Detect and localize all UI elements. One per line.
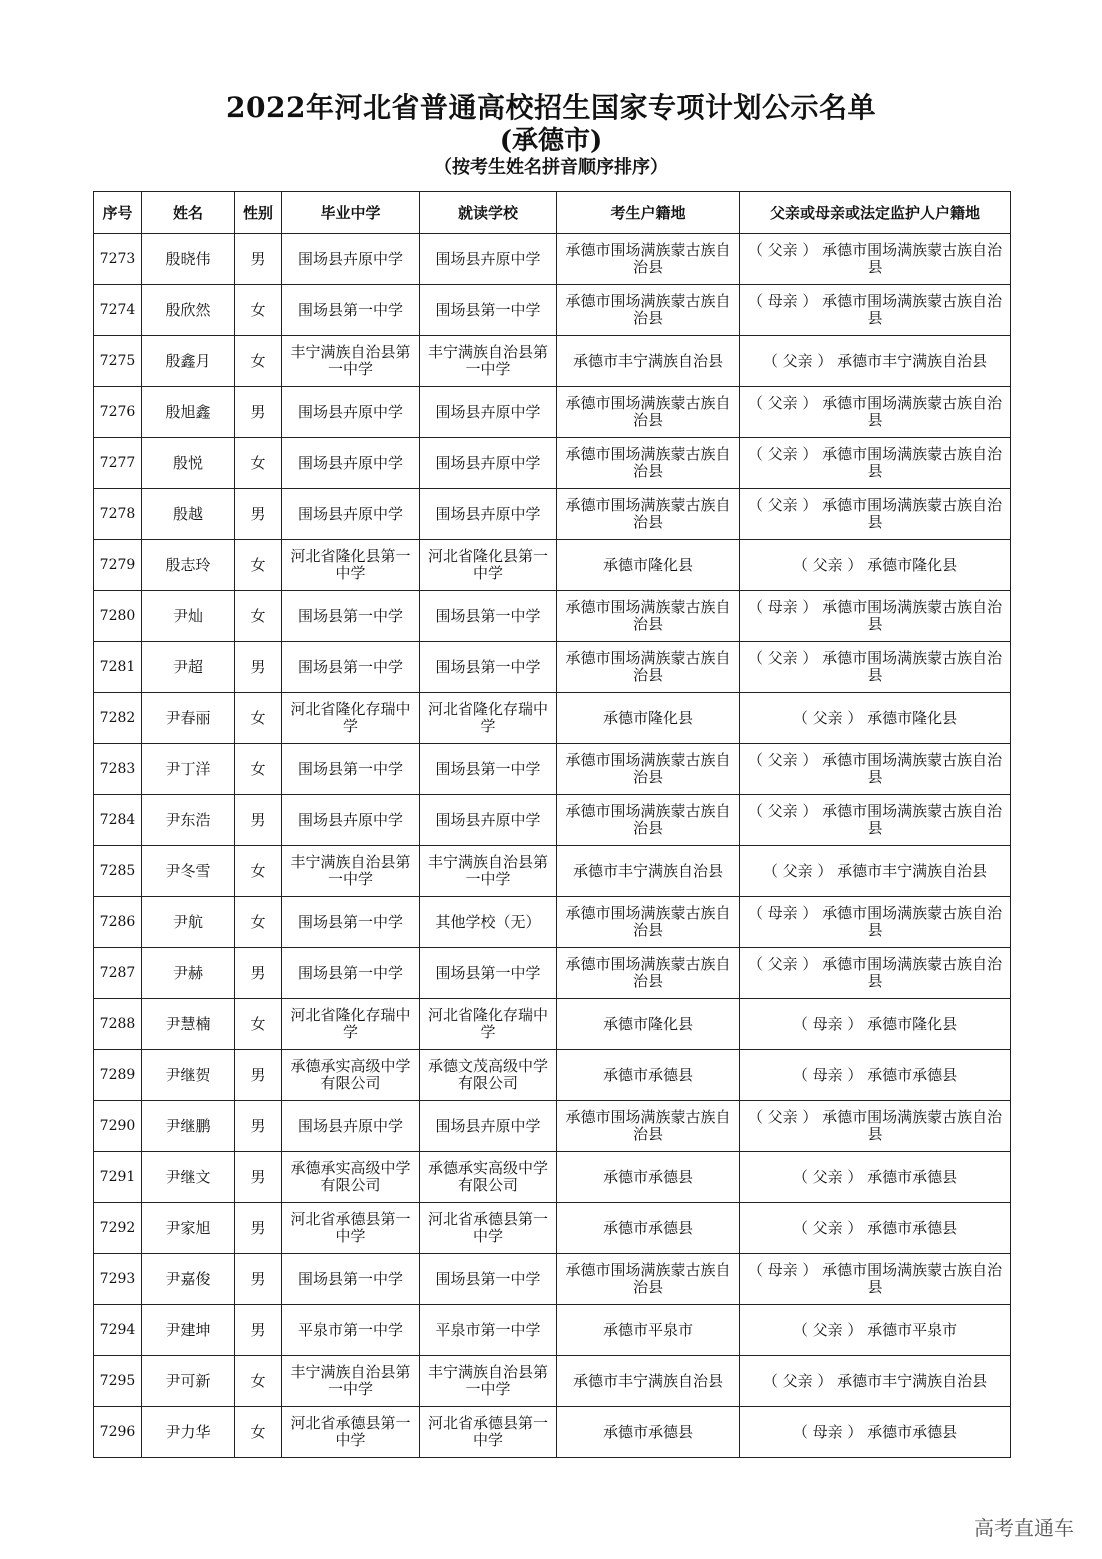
seq-cell: 7287 — [94, 948, 142, 999]
seq-cell: 7274 — [94, 285, 142, 336]
name-cell: 尹嘉俊 — [142, 1254, 235, 1305]
name-cell: 尹慧楠 — [142, 999, 235, 1050]
guardian-domicile-cell: （ 父亲 ） 承德市平泉市 — [740, 1305, 1011, 1356]
graduated-school-cell: 承德承实高级中学有限公司 — [282, 1152, 420, 1203]
student-domicile-cell: 承德市隆化县 — [557, 540, 740, 591]
name-cell: 尹建坤 — [142, 1305, 235, 1356]
current-school-cell: 围场县第一中学 — [420, 642, 557, 693]
gender-cell: 女 — [235, 1356, 282, 1407]
current-school-cell: 围场县第一中学 — [420, 1254, 557, 1305]
table-row — [94, 744, 1011, 795]
table-row — [94, 336, 1011, 387]
guardian-domicile-cell: （ 母亲 ） 承德市围场满族蒙古族自治县 — [740, 591, 1011, 642]
gender-cell: 男 — [235, 1254, 282, 1305]
guardian-domicile-cell: （ 父亲 ） 承德市围场满族蒙古族自治县 — [740, 234, 1011, 285]
gender-cell: 男 — [235, 642, 282, 693]
name-cell: 殷悦 — [142, 438, 235, 489]
seq-cell: 7292 — [94, 1203, 142, 1254]
table-row — [94, 948, 1011, 999]
guardian-domicile-cell: （ 父亲 ） 承德市隆化县 — [740, 540, 1011, 591]
gender-cell: 男 — [235, 795, 282, 846]
name-cell: 尹家旭 — [142, 1203, 235, 1254]
current-school-cell: 围场县第一中学 — [420, 744, 557, 795]
name-cell: 尹超 — [142, 642, 235, 693]
guardian-domicile-cell: （ 父亲 ） 承德市围场满族蒙古族自治县 — [740, 489, 1011, 540]
graduated-school-cell: 河北省承德县第一中学 — [282, 1203, 420, 1254]
student-domicile-cell: 承德市围场满族蒙古族自治县 — [557, 234, 740, 285]
student-domicile-cell: 承德市围场满族蒙古族自治县 — [557, 1101, 740, 1152]
gender-cell: 女 — [235, 1407, 282, 1458]
current-school-cell: 丰宁满族自治县第一中学 — [420, 336, 557, 387]
seq-cell: 7282 — [94, 693, 142, 744]
current-school-cell: 河北省承德县第一中学 — [420, 1203, 557, 1254]
student-domicile-cell: 承德市围场满族蒙古族自治县 — [557, 795, 740, 846]
current-school-cell: 围场县卉原中学 — [420, 1101, 557, 1152]
seq-cell: 7288 — [94, 999, 142, 1050]
seq-cell: 7293 — [94, 1254, 142, 1305]
student-domicile-cell: 承德市隆化县 — [557, 999, 740, 1050]
graduated-school-cell: 围场县第一中学 — [282, 948, 420, 999]
student-domicile-cell: 承德市围场满族蒙古族自治县 — [557, 591, 740, 642]
student-domicile-cell: 承德市围场满族蒙古族自治县 — [557, 438, 740, 489]
table-row — [94, 642, 1011, 693]
seq-cell: 7273 — [94, 234, 142, 285]
table-row — [94, 540, 1011, 591]
seq-cell: 7275 — [94, 336, 142, 387]
seq-cell: 7290 — [94, 1101, 142, 1152]
current-school-cell: 河北省隆化存瑞中学 — [420, 999, 557, 1050]
graduated-school-cell: 丰宁满族自治县第一中学 — [282, 846, 420, 897]
table-row — [94, 387, 1011, 438]
seq-cell: 7281 — [94, 642, 142, 693]
gender-cell: 男 — [235, 387, 282, 438]
table-row — [94, 1050, 1011, 1101]
gender-cell: 女 — [235, 591, 282, 642]
current-school-cell: 丰宁满族自治县第一中学 — [420, 1356, 557, 1407]
header-name: 姓名 — [142, 192, 235, 234]
gender-cell: 男 — [235, 1305, 282, 1356]
name-cell: 殷晓伟 — [142, 234, 235, 285]
guardian-domicile-cell: （ 父亲 ） 承德市围场满族蒙古族自治县 — [740, 948, 1011, 999]
student-domicile-cell: 承德市承德县 — [557, 1203, 740, 1254]
current-school-cell: 围场县第一中学 — [420, 948, 557, 999]
seq-cell: 7280 — [94, 591, 142, 642]
table-row — [94, 1203, 1011, 1254]
table-row — [94, 693, 1011, 744]
student-domicile-cell: 承德市承德县 — [557, 1152, 740, 1203]
graduated-school-cell: 围场县第一中学 — [282, 897, 420, 948]
name-cell: 尹冬雪 — [142, 846, 235, 897]
graduated-school-cell: 围场县卉原中学 — [282, 1101, 420, 1152]
graduated-school-cell: 围场县第一中学 — [282, 642, 420, 693]
table-header-row — [94, 192, 1011, 234]
table-row — [94, 438, 1011, 489]
guardian-domicile-cell: （ 父亲 ） 承德市承德县 — [740, 1203, 1011, 1254]
student-domicile-cell: 承德市平泉市 — [557, 1305, 740, 1356]
gender-cell: 女 — [235, 336, 282, 387]
student-domicile-cell: 承德市围场满族蒙古族自治县 — [557, 387, 740, 438]
guardian-domicile-cell: （ 母亲 ） 承德市承德县 — [740, 1050, 1011, 1101]
graduated-school-cell: 围场县第一中学 — [282, 1254, 420, 1305]
table-row — [94, 1152, 1011, 1203]
table-row — [94, 1305, 1011, 1356]
document-title: 2022年河北省普通高校招生国家专项计划公示名单 — [226, 91, 876, 124]
gender-cell: 男 — [235, 1203, 282, 1254]
name-cell: 尹灿 — [142, 591, 235, 642]
seq-cell: 7284 — [94, 795, 142, 846]
gender-cell: 女 — [235, 999, 282, 1050]
gender-cell: 女 — [235, 285, 282, 336]
graduated-school-cell: 围场县卉原中学 — [282, 438, 420, 489]
header-graduated-school: 毕业中学 — [282, 192, 420, 234]
header-guardian-domicile: 父亲或母亲或法定监护人户籍地 — [740, 192, 1011, 234]
table-row — [94, 1407, 1011, 1458]
student-domicile-cell: 承德市丰宁满族自治县 — [557, 336, 740, 387]
guardian-domicile-cell: （ 父亲 ） 承德市丰宁满族自治县 — [740, 1356, 1011, 1407]
gender-cell: 女 — [235, 897, 282, 948]
current-school-cell: 围场县第一中学 — [420, 591, 557, 642]
header-student-domicile: 考生户籍地 — [557, 192, 740, 234]
student-domicile-cell: 承德市隆化县 — [557, 693, 740, 744]
header-seq: 序号 — [94, 192, 142, 234]
graduated-school-cell: 围场县第一中学 — [282, 744, 420, 795]
name-cell: 殷旭鑫 — [142, 387, 235, 438]
current-school-cell: 承德文茂高级中学有限公司 — [420, 1050, 557, 1101]
table-row — [94, 285, 1011, 336]
current-school-cell: 围场县卉原中学 — [420, 489, 557, 540]
gender-cell: 女 — [235, 540, 282, 591]
guardian-domicile-cell: （ 父亲 ） 承德市丰宁满族自治县 — [740, 846, 1011, 897]
student-domicile-cell: 承德市承德县 — [557, 1050, 740, 1101]
current-school-cell: 丰宁满族自治县第一中学 — [420, 846, 557, 897]
table-row — [94, 1356, 1011, 1407]
guardian-domicile-cell: （ 父亲 ） 承德市承德县 — [740, 1152, 1011, 1203]
seq-cell: 7278 — [94, 489, 142, 540]
graduated-school-cell: 河北省隆化存瑞中学 — [282, 693, 420, 744]
seq-cell: 7279 — [94, 540, 142, 591]
guardian-domicile-cell: （ 母亲 ） 承德市围场满族蒙古族自治县 — [740, 1254, 1011, 1305]
current-school-cell: 河北省隆化县第一中学 — [420, 540, 557, 591]
document-subtitle: (承德市) — [499, 126, 603, 156]
guardian-domicile-cell: （ 父亲 ） 承德市围场满族蒙古族自治县 — [740, 795, 1011, 846]
current-school-cell: 承德承实高级中学有限公司 — [420, 1152, 557, 1203]
gender-cell: 女 — [235, 846, 282, 897]
student-domicile-cell: 承德市丰宁满族自治县 — [557, 846, 740, 897]
table-body — [94, 234, 1011, 1458]
roster-table — [93, 191, 1011, 1458]
current-school-cell: 河北省隆化存瑞中学 — [420, 693, 557, 744]
gender-cell: 女 — [235, 744, 282, 795]
student-domicile-cell: 承德市围场满族蒙古族自治县 — [557, 948, 740, 999]
name-cell: 尹赫 — [142, 948, 235, 999]
gender-cell: 男 — [235, 1152, 282, 1203]
table-row — [94, 1101, 1011, 1152]
graduated-school-cell: 围场县卉原中学 — [282, 795, 420, 846]
guardian-domicile-cell: （ 父亲 ） 承德市围场满族蒙古族自治县 — [740, 642, 1011, 693]
name-cell: 殷志玲 — [142, 540, 235, 591]
guardian-domicile-cell: （ 父亲 ） 承德市围场满族蒙古族自治县 — [740, 1101, 1011, 1152]
seq-cell: 7286 — [94, 897, 142, 948]
student-domicile-cell: 承德市围场满族蒙古族自治县 — [557, 744, 740, 795]
seq-cell: 7283 — [94, 744, 142, 795]
graduated-school-cell: 围场县卉原中学 — [282, 387, 420, 438]
seq-cell: 7291 — [94, 1152, 142, 1203]
current-school-cell: 围场县卉原中学 — [420, 438, 557, 489]
gender-cell: 男 — [235, 1101, 282, 1152]
student-domicile-cell: 承德市围场满族蒙古族自治县 — [557, 285, 740, 336]
header-gender: 性别 — [235, 192, 282, 234]
graduated-school-cell: 河北省承德县第一中学 — [282, 1407, 420, 1458]
current-school-cell: 围场县第一中学 — [420, 285, 557, 336]
gender-cell: 男 — [235, 948, 282, 999]
guardian-domicile-cell: （ 父亲 ） 承德市围场满族蒙古族自治县 — [740, 744, 1011, 795]
guardian-domicile-cell: （ 父亲 ） 承德市隆化县 — [740, 693, 1011, 744]
graduated-school-cell: 围场县第一中学 — [282, 591, 420, 642]
name-cell: 尹继鹏 — [142, 1101, 235, 1152]
current-school-cell: 围场县卉原中学 — [420, 234, 557, 285]
name-cell: 殷欣然 — [142, 285, 235, 336]
table-row — [94, 795, 1011, 846]
name-cell: 尹继文 — [142, 1152, 235, 1203]
student-domicile-cell: 承德市丰宁满族自治县 — [557, 1356, 740, 1407]
graduated-school-cell: 丰宁满族自治县第一中学 — [282, 336, 420, 387]
gender-cell: 男 — [235, 1050, 282, 1101]
student-domicile-cell: 承德市围场满族蒙古族自治县 — [557, 489, 740, 540]
name-cell: 尹航 — [142, 897, 235, 948]
guardian-domicile-cell: （ 父亲 ） 承德市丰宁满族自治县 — [740, 336, 1011, 387]
table-row — [94, 489, 1011, 540]
header-current-school: 就读学校 — [420, 192, 557, 234]
name-cell: 殷越 — [142, 489, 235, 540]
guardian-domicile-cell: （ 父亲 ） 承德市围场满族蒙古族自治县 — [740, 387, 1011, 438]
graduated-school-cell: 围场县卉原中学 — [282, 234, 420, 285]
gender-cell: 女 — [235, 693, 282, 744]
name-cell: 尹东浩 — [142, 795, 235, 846]
seq-cell: 7285 — [94, 846, 142, 897]
guardian-domicile-cell: （ 母亲 ） 承德市围场满族蒙古族自治县 — [740, 285, 1011, 336]
name-cell: 尹丁洋 — [142, 744, 235, 795]
guardian-domicile-cell: （ 母亲 ） 承德市隆化县 — [740, 999, 1011, 1050]
guardian-domicile-cell: （ 母亲 ） 承德市承德县 — [740, 1407, 1011, 1458]
current-school-cell: 围场县卉原中学 — [420, 387, 557, 438]
gender-cell: 女 — [235, 438, 282, 489]
table-row — [94, 591, 1011, 642]
name-cell: 尹可新 — [142, 1356, 235, 1407]
student-domicile-cell: 承德市围场满族蒙古族自治县 — [557, 897, 740, 948]
watermark: 高考直通车 — [974, 1516, 1074, 1540]
student-domicile-cell: 承德市围场满族蒙古族自治县 — [557, 1254, 740, 1305]
name-cell: 尹继贺 — [142, 1050, 235, 1101]
gender-cell: 男 — [235, 234, 282, 285]
current-school-cell: 河北省承德县第一中学 — [420, 1407, 557, 1458]
seq-cell: 7296 — [94, 1407, 142, 1458]
graduated-school-cell: 平泉市第一中学 — [282, 1305, 420, 1356]
name-cell: 殷鑫月 — [142, 336, 235, 387]
table-row — [94, 846, 1011, 897]
seq-cell: 7295 — [94, 1356, 142, 1407]
table-row — [94, 897, 1011, 948]
student-domicile-cell: 承德市围场满族蒙古族自治县 — [557, 642, 740, 693]
guardian-domicile-cell: （ 母亲 ） 承德市围场满族蒙古族自治县 — [740, 897, 1011, 948]
name-cell: 尹春丽 — [142, 693, 235, 744]
table-row — [94, 234, 1011, 285]
guardian-domicile-cell: （ 父亲 ） 承德市围场满族蒙古族自治县 — [740, 438, 1011, 489]
graduated-school-cell: 丰宁满族自治县第一中学 — [282, 1356, 420, 1407]
table-row — [94, 1254, 1011, 1305]
graduated-school-cell: 河北省隆化存瑞中学 — [282, 999, 420, 1050]
seq-cell: 7276 — [94, 387, 142, 438]
table-row — [94, 999, 1011, 1050]
sort-note: （按考生姓名拼音顺序排序） — [434, 157, 668, 178]
graduated-school-cell: 河北省隆化县第一中学 — [282, 540, 420, 591]
current-school-cell: 其他学校（无） — [420, 897, 557, 948]
graduated-school-cell: 承德承实高级中学有限公司 — [282, 1050, 420, 1101]
gender-cell: 男 — [235, 489, 282, 540]
current-school-cell: 围场县卉原中学 — [420, 795, 557, 846]
student-domicile-cell: 承德市承德县 — [557, 1407, 740, 1458]
name-cell: 尹力华 — [142, 1407, 235, 1458]
graduated-school-cell: 围场县卉原中学 — [282, 489, 420, 540]
seq-cell: 7277 — [94, 438, 142, 489]
seq-cell: 7289 — [94, 1050, 142, 1101]
graduated-school-cell: 围场县第一中学 — [282, 285, 420, 336]
seq-cell: 7294 — [94, 1305, 142, 1356]
current-school-cell: 平泉市第一中学 — [420, 1305, 557, 1356]
